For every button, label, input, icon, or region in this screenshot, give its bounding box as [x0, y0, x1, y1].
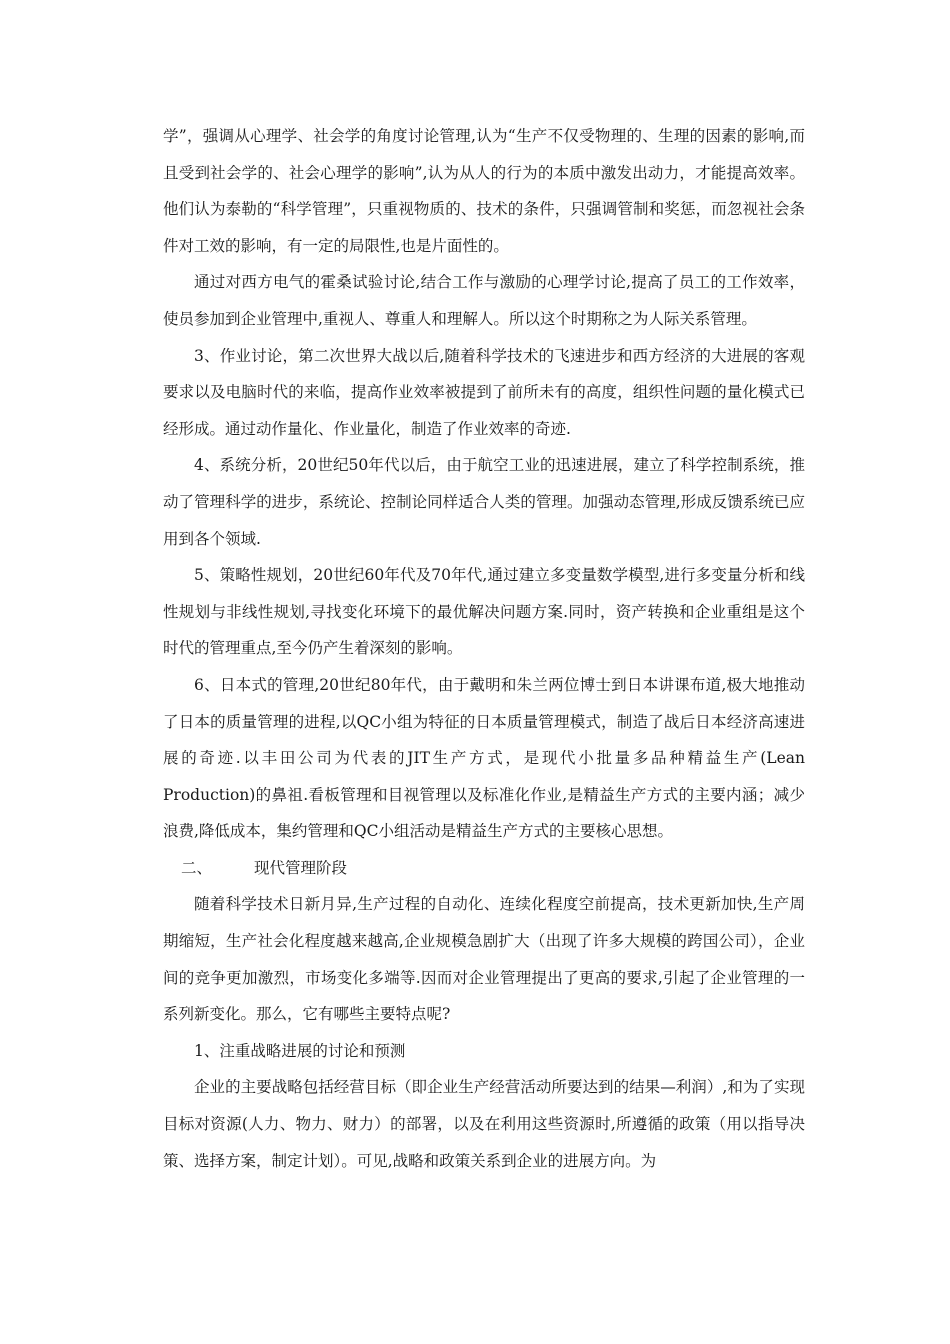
paragraph-systems-analysis: 4、系统分析，20世纪50年代以后，由于航空工业的迅速进展，建立了科学控制系统，推动了管理科学的进步，系统论、控制论同样适合人类的管理。加强动态管理,形成反馈系统已应用到各个领域. — [163, 456, 805, 548]
section-heading-title: 现代管理阶段 — [254, 858, 348, 877]
paragraph-human-relations-theory: 学”，强调从心理学、社会学的角度讨论管理,认为“生产不仅受物理的、生理的因素的影响,而且受到社会学的、社会心理学的影响”,认为从人的行为的本质中激发出动力，才能提高效率。他们认为泰勒的“科学管理”，只重视物质的、技术的条件，只强调管制和奖惩，而忽视社会条件对工效的影响，有一定的局限性,也是片面性的。 — [163, 127, 805, 255]
section-heading-number: 二、 — [181, 858, 213, 877]
document-body — [163, 118, 805, 1179]
paragraph-strategic-planning: 5、策略性规划，20世纪60年代及70年代,通过建立多变量数学模型,进行多变量分析和线性规划与非线性规划,寻找变化环境下的最优解决问题方案.同时，资产转换和企业重组是这个时代的管理重点,至今仍产生着深刻的影响。 — [163, 566, 805, 658]
paragraph-japanese-management: 6、日本式的管理,20世纪80年代，由于戴明和朱兰两位博士到日本讲课布道,极大地推动了日本的质量管理的进程,以QC小组为特征的日本质量管理模式，制造了战后日本经济高速进展的奇迹.以丰田公司为代表的JIT生产方式，是现代小批量多品种精益生产(Lean Production)的鼻祖.看板管理和目视管理以及标准化作业,是精益生产方式的主要内涵；减少浪费,降低成本，集约管理和QC小组活动是精益生产方式的主要核心思想。 — [163, 675, 805, 841]
paragraph-operations-research: 3、作业讨论，第二次世界大战以后,随着科学技术的飞速进步和西方经济的大进展的客观要求以及电脑时代的来临，提高作业效率被提到了前所未有的高度，组织性问题的量化模式已经形成。通过动作量化、作业量化，制造了作业效率的奇迹. — [163, 346, 805, 438]
section-heading — [163, 850, 805, 887]
paragraph-enterprise-strategy: 企业的主要战略包括经营目标（即企业生产经营活动所要达到的结果—利润）,和为了实现目标对资源(人力、物力、财力）的部署，以及在利用这些资源时,所遵循的政策（用以指导决策、选择方案，制定计划）。可见,战略和政策关系到企业的进展方向。为 — [163, 1078, 805, 1170]
subheading-strategy-research: 1、注重战略进展的讨论和预测 — [194, 1041, 406, 1060]
paragraph-hawthorne-experiment: 通过对西方电气的霍桑试验讨论,结合工作与激励的心理学讨论,提高了员工的工作效率，使员参加到企业管理中,重视人、尊重人和理解人。所以这个时期称之为人际关系管理。 — [163, 273, 805, 328]
paragraph-modern-management-intro: 随着科学技术日新月异,生产过程的自动化、连续化程度空前提高，技术更新加快,生产周期缩短，生产社会化程度越来越高,企业规模急剧扩大（出现了许多大规模的跨国公司），企业间的竞争更加激烈，市场变化多端等.因而对企业管理提出了更高的要求,引起了企业管理的一系列新变化。那么，它有哪些主要特点呢? — [163, 895, 805, 1024]
